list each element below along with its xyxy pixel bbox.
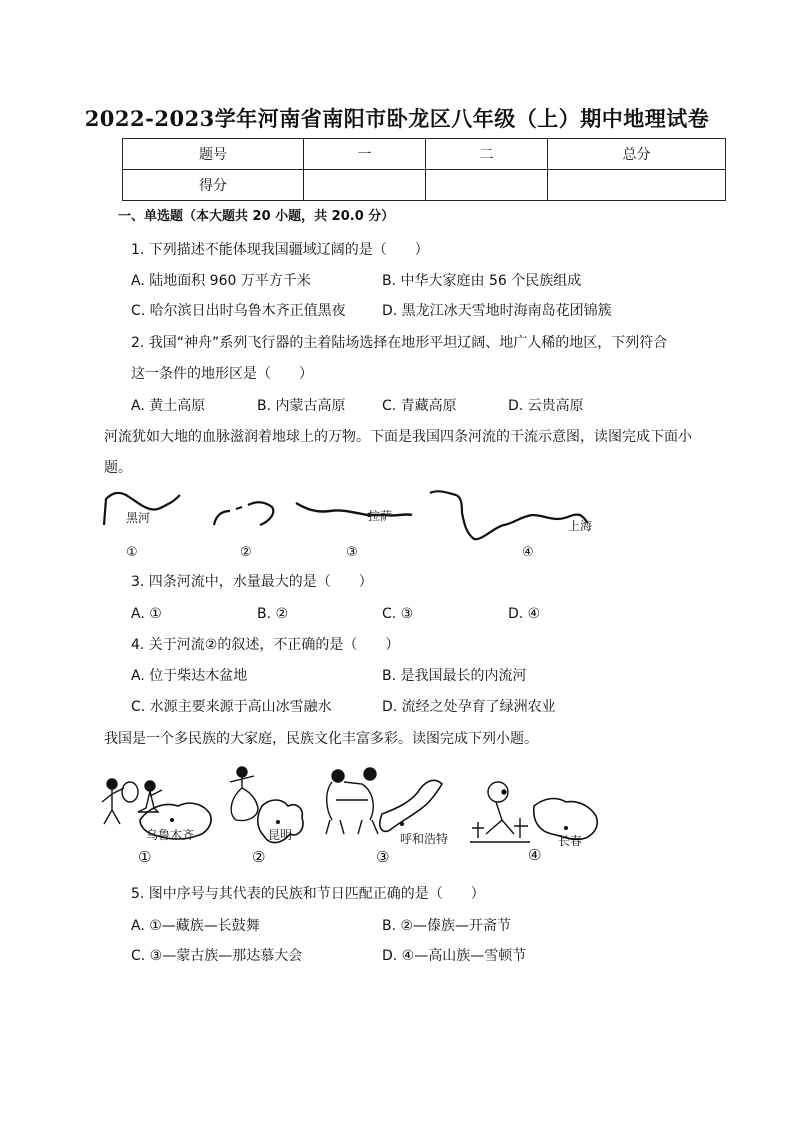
question-2-stem: 2. 我国“神舟”系列飞行器的主着陆场选择在地形平坦辽阔、地广人稀的地区，下列符合	[131, 335, 668, 351]
score-cell: 总分	[548, 139, 726, 170]
inner-mongolia-outline	[380, 780, 442, 831]
q1-option-c: C. 哈尔滨日出时乌鲁木齐正值黑夜	[131, 303, 346, 319]
q4-option-a: A. 位于柴达木盆地	[131, 668, 248, 684]
q3-option-b: B. ②	[257, 606, 289, 622]
score-blank	[548, 170, 726, 201]
ethnic-figure	[100, 762, 610, 870]
q4-option-d: D. 流经之处孕育了绿洲农业	[382, 699, 556, 715]
score-blank	[304, 170, 426, 201]
city-label-hohhot: 呼和浩特	[400, 832, 449, 846]
score-blank	[426, 170, 548, 201]
river-number-2: ②	[240, 545, 252, 560]
panel-2-dancer	[230, 767, 258, 821]
ethnic-number-2: ②	[252, 848, 266, 866]
river-number-4: ④	[522, 545, 534, 560]
river-intro-text: 河流犹如大地的血脉滋润着地球上的万物。下面是我国四条河流的干流示意图，读图完成下面小	[104, 429, 692, 445]
city-label-urumqi: 乌鲁木齐	[146, 828, 195, 842]
q5-option-a: A. ①—藏族—长鼓舞	[131, 918, 260, 934]
ethnic-number-1: ①	[138, 848, 152, 866]
q3-option-a: A. ①	[131, 606, 162, 622]
score-table-header-row	[123, 139, 726, 170]
q5-option-c: C. ③—蒙古族—那达慕大会	[131, 948, 303, 964]
score-table-score-row	[123, 170, 726, 201]
river-label-heihe: 黑河	[126, 511, 151, 525]
exam-title: 2022-2023学年河南省南阳市卧龙区八年级（上）期中地理试卷	[84, 106, 710, 131]
question-2-stem-cont: 这一条件的地形区是（ ）	[131, 366, 313, 382]
river-2-line	[214, 502, 273, 525]
q4-option-c: C. 水源主要来源于高山冰雪融水	[131, 699, 332, 715]
score-cell: 一	[304, 139, 426, 170]
q1-option-b: B. 中华大家庭由 56 个民族组成	[382, 273, 582, 289]
score-cell: 题号	[123, 139, 304, 170]
river-label-shanghai: 上海	[568, 519, 593, 533]
q3-option-c: C. ③	[382, 606, 414, 622]
q1-option-a: A. 陆地面积 960 万平方千米	[131, 273, 311, 289]
q5-option-d: D. ④—高山族—雪顿节	[382, 948, 527, 964]
ethnic-intro-text: 我国是一个多民族的大家庭，民族文化丰富多彩。读图完成下列小题。	[104, 731, 538, 747]
river-3-line	[296, 503, 412, 516]
q5-option-b: B. ②—傣族—开斋节	[382, 918, 512, 934]
river-intro-text-cont: 题。	[104, 460, 132, 476]
q2-option-d: D. 云贵高原	[508, 398, 584, 414]
panel-3-wrestlers	[326, 768, 378, 834]
rivers-diagram	[100, 485, 620, 565]
q2-option-c: C. 青藏高原	[382, 398, 457, 414]
q3-option-d: D. ④	[508, 606, 541, 622]
city-label-changchun: 长春	[558, 834, 583, 848]
river-number-1: ①	[126, 545, 138, 560]
question-1-stem: 1. 下列描述不能体现我国疆域辽阔的是（ ）	[131, 242, 429, 258]
section-heading: 一、单选题（本大题共 20 小题，共 20.0 分）	[118, 209, 395, 224]
score-cell: 得分	[123, 170, 304, 201]
city-label-kunming: 昆明	[268, 828, 293, 842]
score-table	[122, 138, 726, 201]
river-number-3: ③	[346, 545, 358, 560]
q4-option-b: B. 是我国最长的内流河	[382, 668, 527, 684]
river-4-line	[430, 491, 588, 539]
ethnic-number-3: ③	[376, 848, 390, 866]
panel-4-figures	[470, 782, 530, 842]
question-4-stem: 4. 关于河流②的叙述，不正确的是（ ）	[131, 637, 400, 653]
panel-1-dancers	[102, 779, 162, 824]
q1-option-d: D. 黑龙江冰天雪地时海南岛花团锦簇	[382, 303, 612, 319]
rivers-figure	[100, 485, 620, 565]
river-label-lasa: 拉萨	[368, 509, 393, 523]
question-3-stem: 3. 四条河流中，水量最大的是（ ）	[131, 574, 373, 590]
q2-option-a: A. 黄土高原	[131, 398, 206, 414]
question-5-stem: 5. 图中序号与其代表的民族和节日匹配正确的是（ ）	[131, 886, 485, 902]
score-cell: 二	[426, 139, 548, 170]
q2-option-b: B. 内蒙古高原	[257, 398, 346, 414]
ethnic-number-4: ④	[528, 846, 542, 864]
